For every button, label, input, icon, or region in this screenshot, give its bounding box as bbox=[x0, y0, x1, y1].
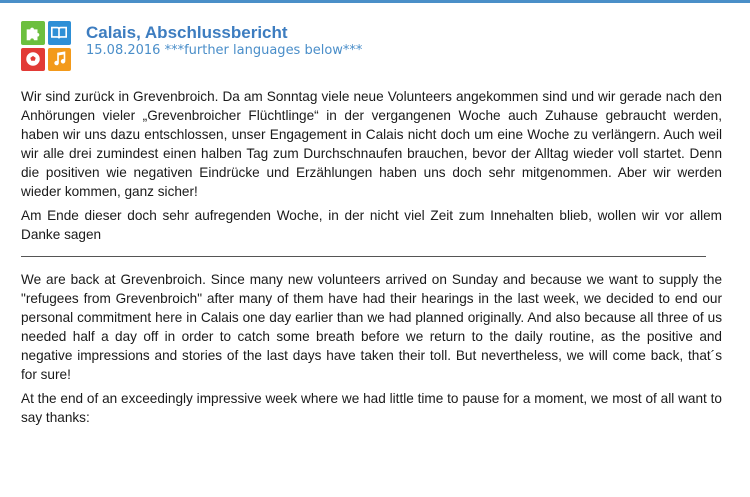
post-body bbox=[21, 87, 722, 432]
music-note-icon bbox=[48, 48, 72, 72]
german-paragraph-2: Am Ende dieser doch sehr aufregenden Woche, in der nicht viel Zeit zum Innehalten blieb, wollen wir vor allem Danke sagen bbox=[21, 208, 722, 242]
post-header bbox=[21, 21, 362, 71]
book-icon bbox=[48, 21, 72, 45]
top-accent-line bbox=[0, 0, 750, 3]
language-divider bbox=[21, 256, 706, 257]
header-titles bbox=[86, 21, 362, 59]
post-title[interactable]: Calais, Abschlussbericht bbox=[86, 23, 288, 42]
post-date-subtitle: 15.08.2016 ***further languages below*** bbox=[86, 43, 363, 58]
puzzle-icon bbox=[21, 21, 45, 45]
english-paragraph-1: We are back at Grevenbroich. Since many new volunteers arrived on Sunday and because we want to supply the "refugees from Grevenbroich" after many of them have had their hearings in the last week, we decided to end our personal commitment here in Calais one day earlier than we had planned originally. And also because all three of us needed half a day off in order to catch some breath before we return to the daily routine, as the positive and negative impressions and stories of the last days have taken their toll. But nevertheless, we will come back, that´s for sure! bbox=[21, 272, 722, 382]
german-paragraph-1: Wir sind zurück in Grevenbroich. Da am Sonntag viele neue Volunteers angekommen sind und wir gerade nach den Anhörungen vieler „Grevenbroicher Flüchtlinge“ in der vergangenen Woche auch Zuhause gebraucht werden, haben wir uns dazu entschlossen, unser Engagement in Calais nicht doch um eine Woche zu verlängern. Auch weil wir alle drei zumindest einen halben Tag zum Durchschnaufen brauchen, bevor der Alltag wieder voll startet. Denn die positiven wie negativen Eindrücke und Erzählungen haben uns doch sehr mitgenommen. Aber wir werden wieder kommen, ganz sicher! bbox=[21, 89, 722, 199]
site-logo bbox=[21, 21, 71, 71]
english-paragraph-2: At the end of an exceedingly impressive week where we had little time to pause for a moment, we most of all want to say thanks: bbox=[21, 391, 722, 425]
football-icon bbox=[21, 48, 45, 72]
